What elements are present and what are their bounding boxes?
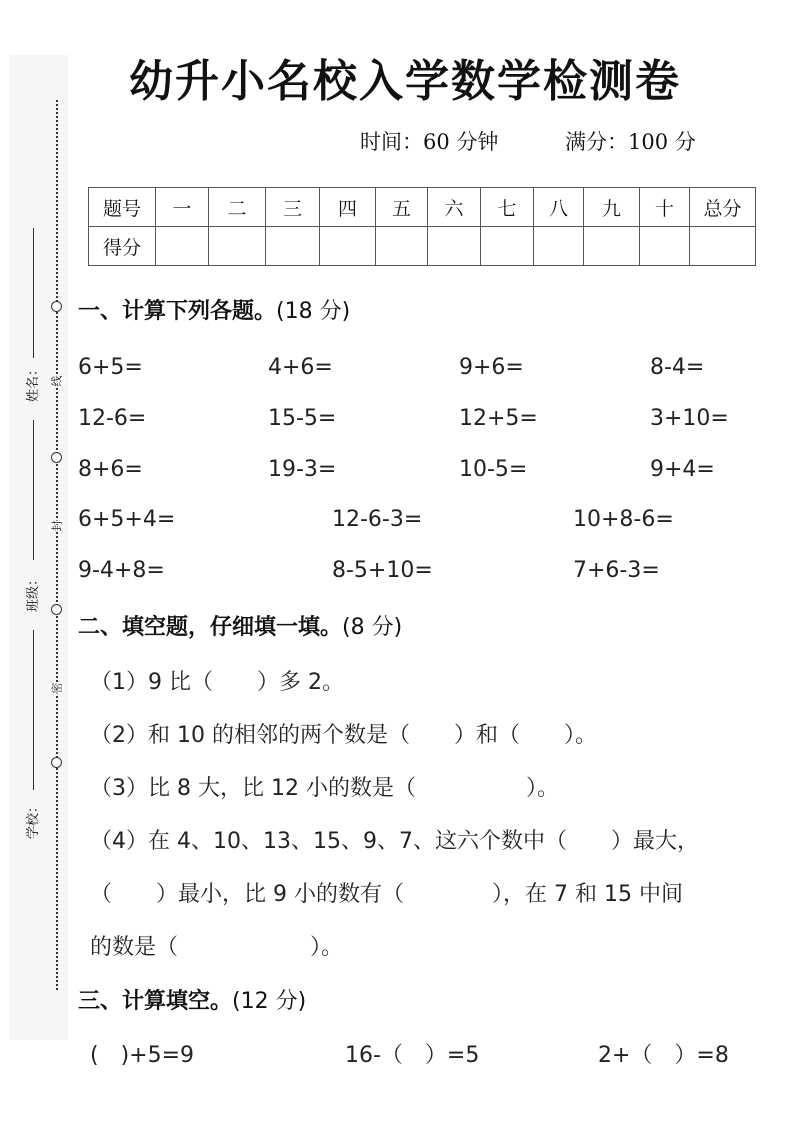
full-score: 满分：100 分 xyxy=(565,130,696,154)
equation: 6+5= xyxy=(78,355,143,380)
name-label: 姓名： xyxy=(26,362,42,403)
score-table-score-row xyxy=(89,227,756,266)
section3-title: 三、计算填空。 xyxy=(78,989,233,1014)
question-3: （3）比 8 大，比 12 小的数是（ ）。 xyxy=(90,776,559,801)
score-cell: 六 xyxy=(428,188,481,227)
question-4-line3: 的数是（ ）。 xyxy=(90,935,344,960)
section1-title: 一、计算下列各题。 xyxy=(78,299,277,324)
score-cell: 八 xyxy=(534,188,584,227)
score-entry-cell[interactable] xyxy=(376,227,428,266)
school-underline xyxy=(33,630,34,790)
exam-time: 时间：60 分钟 xyxy=(360,130,499,154)
page-title: 幼升小名校入学数学检测卷 xyxy=(129,56,681,107)
section3-points: (12 分) xyxy=(232,989,307,1014)
score-cell: 九 xyxy=(584,188,640,227)
equation: 8-5+10= xyxy=(332,558,433,583)
equation: 15-5= xyxy=(268,406,337,431)
question-4-line1: （4）在 4、10、13、15、9、7、这六个数中（ ）最大， xyxy=(90,829,699,854)
seal-dotted-line xyxy=(56,100,58,990)
equation: 9+6= xyxy=(459,355,524,380)
question-4-line2: （ ）最小，比 9 小的数有（ ），在 7 和 15 中间 xyxy=(90,882,683,907)
question-1: （1）9 比（ ）多 2。 xyxy=(90,670,344,695)
seal-circle xyxy=(51,452,62,463)
score-entry-cell[interactable] xyxy=(266,227,320,266)
seal-circle xyxy=(51,604,62,615)
score-cell: 一 xyxy=(156,188,209,227)
score-cell: 四 xyxy=(320,188,376,227)
score-cell: 三 xyxy=(266,188,320,227)
question-2: （2）和 10 的相邻的两个数是（ ）和（ ）。 xyxy=(90,723,597,748)
section1-points: (18 分) xyxy=(276,299,351,324)
equation: 3+10= xyxy=(650,406,729,431)
score-cell: 总分 xyxy=(690,188,756,227)
seal-char-feng: 封 xyxy=(50,520,64,532)
score-cell: 七 xyxy=(481,188,534,227)
score-entry-cell[interactable] xyxy=(640,227,690,266)
seal-char-xian: 线 xyxy=(50,375,64,387)
equation: 12-6-3= xyxy=(332,507,423,532)
score-cell: 题号 xyxy=(89,188,156,227)
equation: 9-4+8= xyxy=(78,558,165,583)
seal-circle xyxy=(51,757,62,768)
seal-circle xyxy=(51,301,62,312)
equation: 12-6= xyxy=(78,406,147,431)
fill-equation: ( )+5=9 xyxy=(90,1043,195,1068)
class-underline xyxy=(33,420,34,560)
score-entry-cell[interactable] xyxy=(584,227,640,266)
score-entry-cell[interactable] xyxy=(428,227,481,266)
equation: 10-5= xyxy=(459,457,528,482)
score-entry-cell[interactable] xyxy=(690,227,756,266)
score-table xyxy=(88,187,756,266)
equation: 7+6-3= xyxy=(573,558,660,583)
school-label: 学校： xyxy=(26,799,42,840)
section3-heading xyxy=(78,984,306,1015)
equation: 19-3= xyxy=(268,457,337,482)
score-entry-cell[interactable] xyxy=(156,227,209,266)
equation: 4+6= xyxy=(268,355,333,380)
score-cell: 五 xyxy=(376,188,428,227)
fill-equation: 16-（ ）=5 xyxy=(345,1043,480,1068)
binding-margin xyxy=(10,55,68,1040)
seal-char-mi: 密 xyxy=(50,682,64,694)
section2-heading xyxy=(78,610,402,641)
class-label: 班级： xyxy=(26,572,42,613)
section2-title: 二、填空题，仔细填一填。 xyxy=(78,615,343,640)
equation: 8+6= xyxy=(78,457,143,482)
equation: 12+5= xyxy=(459,406,538,431)
equation: 8-4= xyxy=(650,355,705,380)
score-cell: 十 xyxy=(640,188,690,227)
section1-heading xyxy=(78,294,350,325)
score-table-header-row xyxy=(89,188,756,227)
score-cell: 二 xyxy=(209,188,266,227)
name-underline xyxy=(33,228,34,358)
equation: 9+4= xyxy=(650,457,715,482)
equation: 10+8-6= xyxy=(573,507,674,532)
equation: 6+5+4= xyxy=(78,507,176,532)
score-entry-cell[interactable] xyxy=(534,227,584,266)
score-entry-cell[interactable] xyxy=(481,227,534,266)
score-row-label: 得分 xyxy=(89,227,156,266)
section2-points: (8 分) xyxy=(342,615,403,640)
fill-equation: 2+（ ）=8 xyxy=(598,1043,729,1068)
score-entry-cell[interactable] xyxy=(320,227,376,266)
score-entry-cell[interactable] xyxy=(209,227,266,266)
